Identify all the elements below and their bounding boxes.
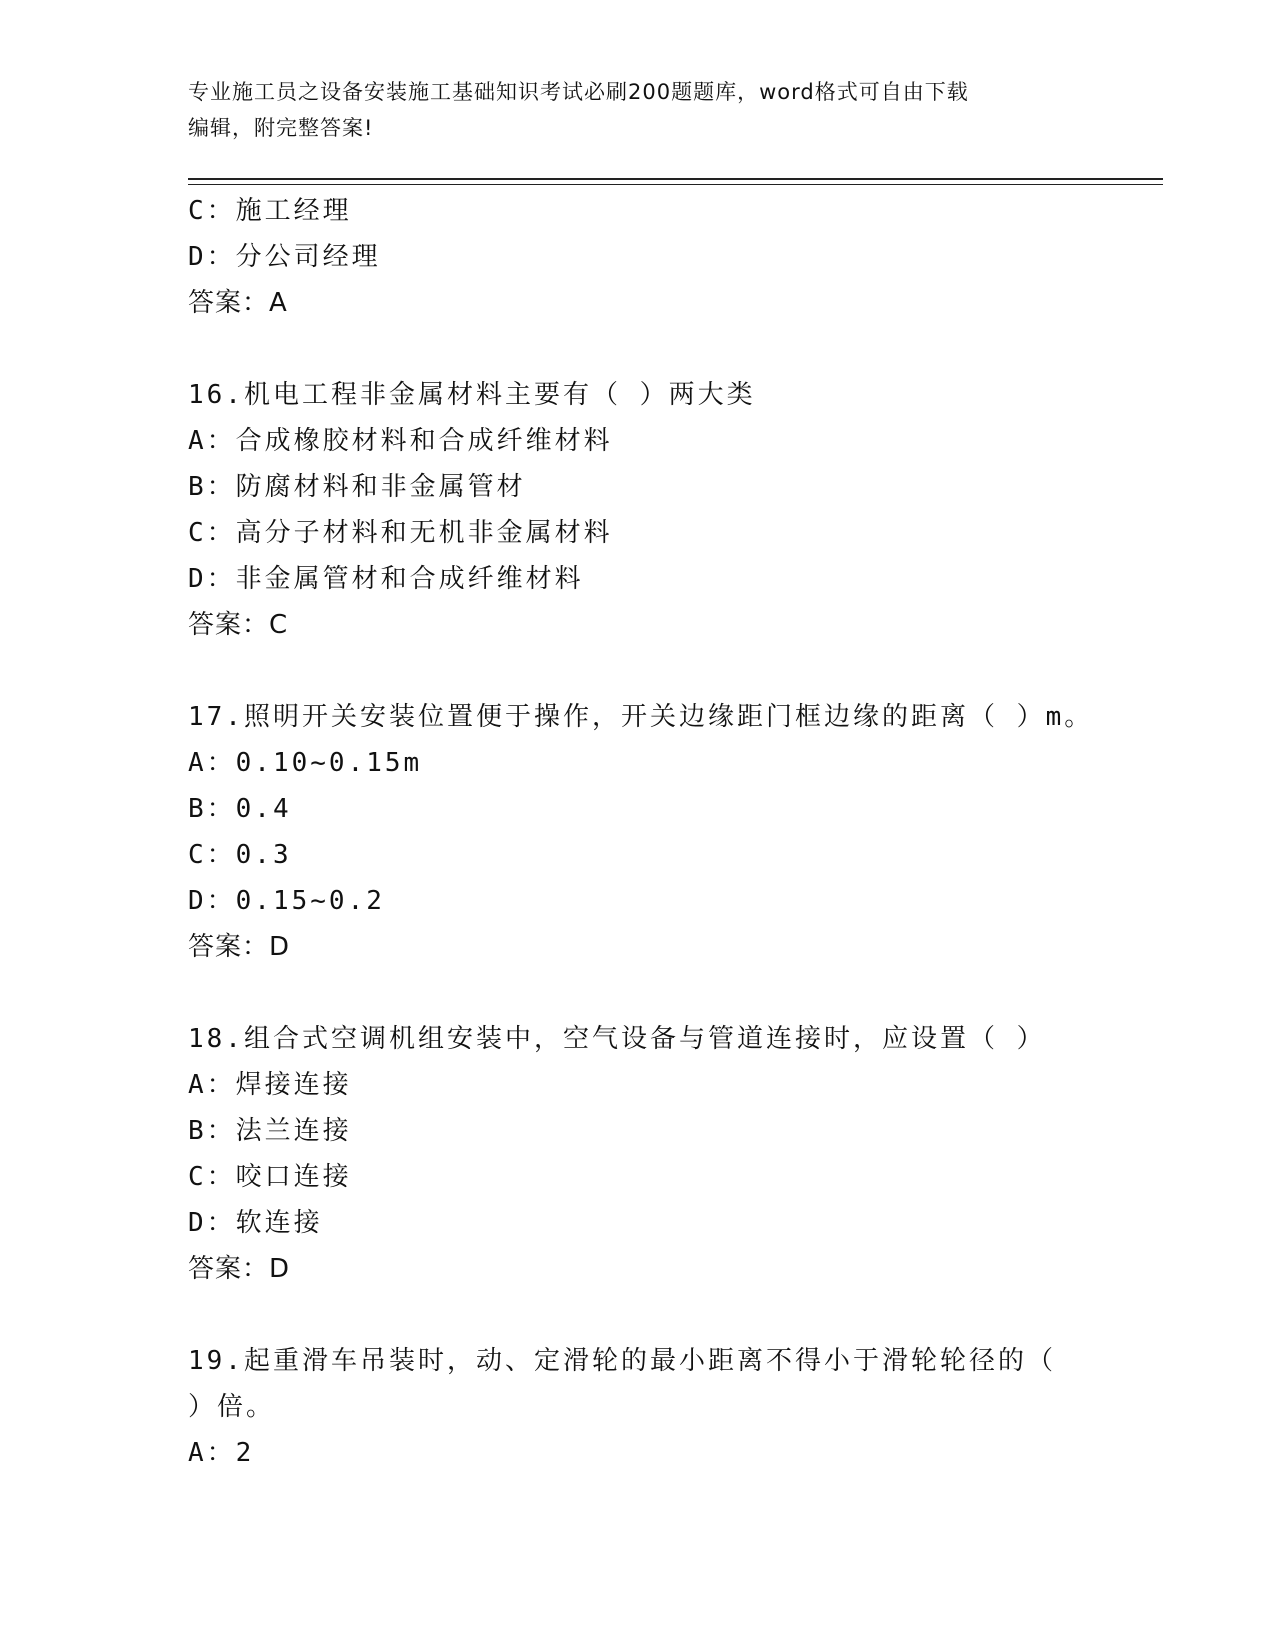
option-b: B：防腐材料和非金属管材 (188, 472, 526, 502)
answer-line: 答案：A (188, 288, 288, 318)
question-text-line-1: 19.起重滑车吊装时，动、定滑轮的最小距离不得小于滑轮轮径的（ (188, 1346, 1056, 1376)
spacer (188, 648, 1148, 694)
header-divider-thin (188, 184, 1163, 185)
document-header (188, 74, 1068, 146)
header-divider-thick (188, 178, 1163, 180)
question-block-15 (188, 188, 1148, 326)
question-text: 16.机电工程非金属材料主要有（ ）两大类 (188, 380, 756, 410)
answer-line: 答案：D (188, 932, 291, 962)
option-a: A：合成橡胶材料和合成纤维材料 (188, 426, 613, 456)
option-b: B：0.4 (188, 794, 292, 824)
option-d: D：非金属管材和合成纤维材料 (188, 564, 584, 594)
option-b: B：法兰连接 (188, 1116, 352, 1146)
option-d: D：软连接 (188, 1208, 323, 1238)
option-d: D：0.15~0.2 (188, 886, 385, 916)
option-c: C：施工经理 (188, 196, 352, 226)
question-block-18 (188, 1016, 1148, 1292)
question-block-16 (188, 372, 1148, 648)
question-text-line-2: ）倍。 (188, 1392, 276, 1422)
option-d: D：分公司经理 (188, 242, 381, 272)
answer-line: 答案：D (188, 1254, 291, 1284)
question-block-17 (188, 694, 1148, 970)
option-a: A：0.10~0.15m (188, 748, 423, 778)
header-title-line-2: 编辑，附完整答案! (188, 116, 374, 140)
spacer (188, 1292, 1148, 1338)
spacer (188, 326, 1148, 372)
question-text: 18.组合式空调机组安装中，空气设备与管道连接时，应设置（ ） (188, 1024, 1046, 1054)
answer-line: 答案：C (188, 610, 289, 640)
question-list (188, 188, 1148, 1476)
question-block-19 (188, 1338, 1148, 1476)
header-title-line-1: 专业施工员之设备安装施工基础知识考试必刷200题题库，word格式可自由下载 (188, 80, 969, 104)
option-c: C：咬口连接 (188, 1162, 352, 1192)
spacer (188, 970, 1148, 1016)
option-a: A：焊接连接 (188, 1070, 352, 1100)
option-c: C：0.3 (188, 840, 292, 870)
option-a: A：2 (188, 1438, 255, 1468)
option-c: C：高分子材料和无机非金属材料 (188, 518, 613, 548)
question-text: 17.照明开关安装位置便于操作，开关边缘距门框边缘的距离（ ）m。 (188, 702, 1094, 732)
